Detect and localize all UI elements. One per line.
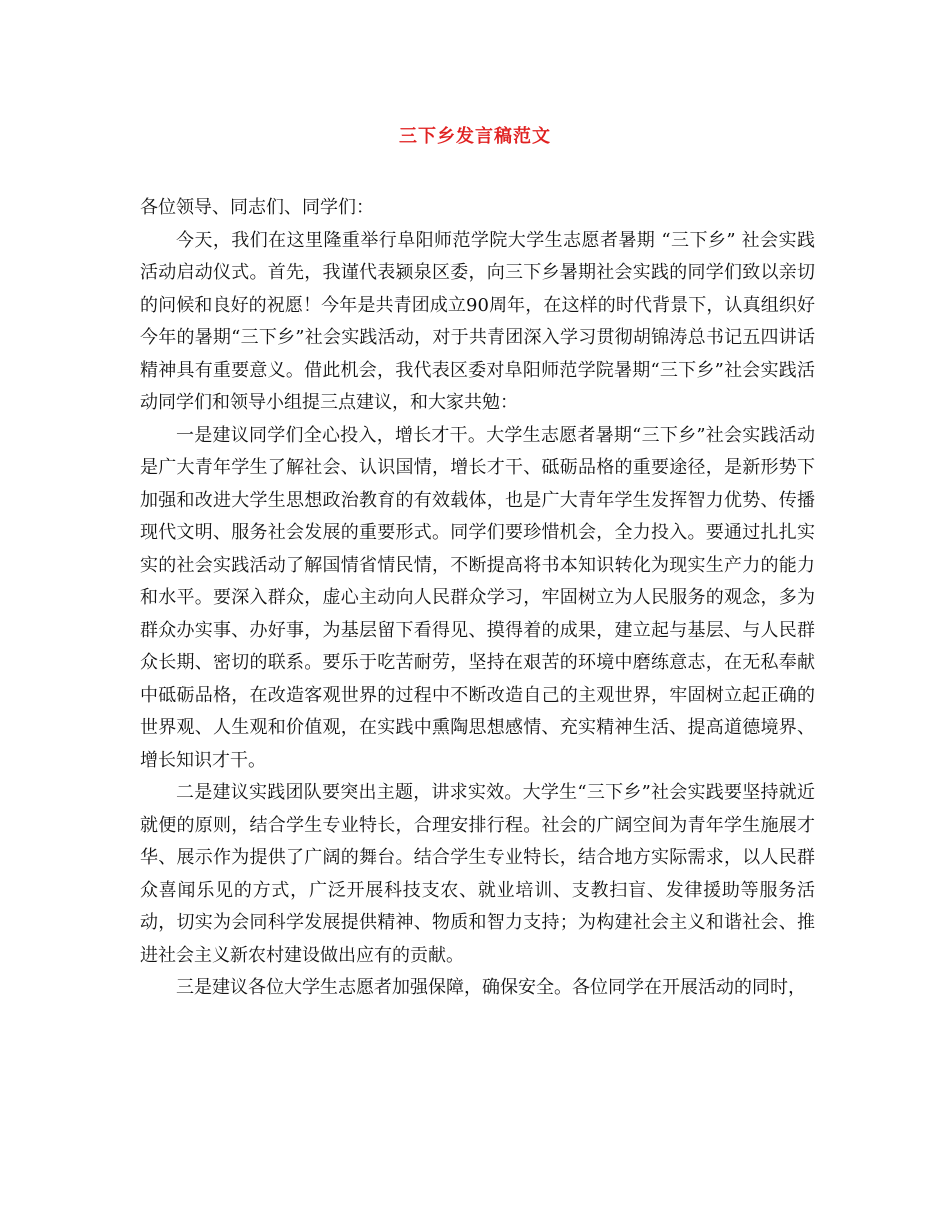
paragraph-suggestion-three: 三是建议各位大学生志愿者加强保障，确保安全。各位同学在开展活动的同时，: [176, 977, 806, 998]
document-body: [140, 192, 815, 1005]
paragraph-opening: 今天，我们在这里隆重举行阜阳师范学院大学生志愿者暑期 “三下乡” 社会实践活动启动仪式。首先，我谨代表颍泉区委，向三下乡暑期社会实践的同学们致以亲切的问候和良好的祝愿！今年是共青团成立90周年，在这样的时代背景下，认真组织好今年的暑期“三下乡”社会实践活动，对于共青团深入学习贯彻胡锦涛总书记五四讲话精神具有重要意义。借此机会，我代表区委对阜阳师范学院暑期“三下乡”社会实践活动同学们和领导小组提三点建议，和大家共勉：: [140, 229, 815, 413]
salutation: 各位领导、同志们、同学们：: [140, 197, 374, 218]
paragraph-suggestion-two: 二是建议实践团队要突出主题，讲求实效。大学生“三下乡”社会实践要坚持就近就便的原则，结合学生专业特长，合理安排行程。社会的广阔空间为青年学生施展才华、展示作为提供了广阔的舞台。结合学生专业特长，结合地方实际需求，以人民群众喜闻乐见的方式，广泛开展科技支农、就业培训、支教扫盲、发律援助等服务活动，切实为会同科学发展提供精神、物质和智力支持；为构建社会主义和谐社会、推进社会主义新农村建设做出应有的贡献。: [140, 782, 815, 966]
paragraph-suggestion-one: 一是建议同学们全心投入，增长才干。大学生志愿者暑期“三下乡”社会实践活动是广大青年学生了解社会、认识国情，增长才干、砥砺品格的重要途径，是新形势下加强和改进大学生思想政治教育的有效载体，也是广大青年学生发挥智力优势、传播现代文明、服务社会发展的重要形式。同学们要珍惜机会，全力投入。要通过扎扎实实的社会实践活动了解国情省情民情，不断提高将书本知识转化为现实生产力的能力和水平。要深入群众，虚心主动向人民群众学习，牢固树立为人民服务的观念，多为群众办实事、办好事，为基层留下看得见、摸得着的成果，建立起与基层、与人民群众长期、密切的联系。要乐于吃苦耐劳，坚持在艰苦的环境中磨练意志，在无私奉献中砥砺品格，在改造客观世界的过程中不断改造自己的主观世界，牢固树立起正确的世界观、人生观和价值观，在实践中熏陶思想感情、充实精神生活、提高道德境界、增长知识才干。: [140, 424, 815, 771]
document-title: 三下乡发言稿范文: [399, 126, 551, 147]
